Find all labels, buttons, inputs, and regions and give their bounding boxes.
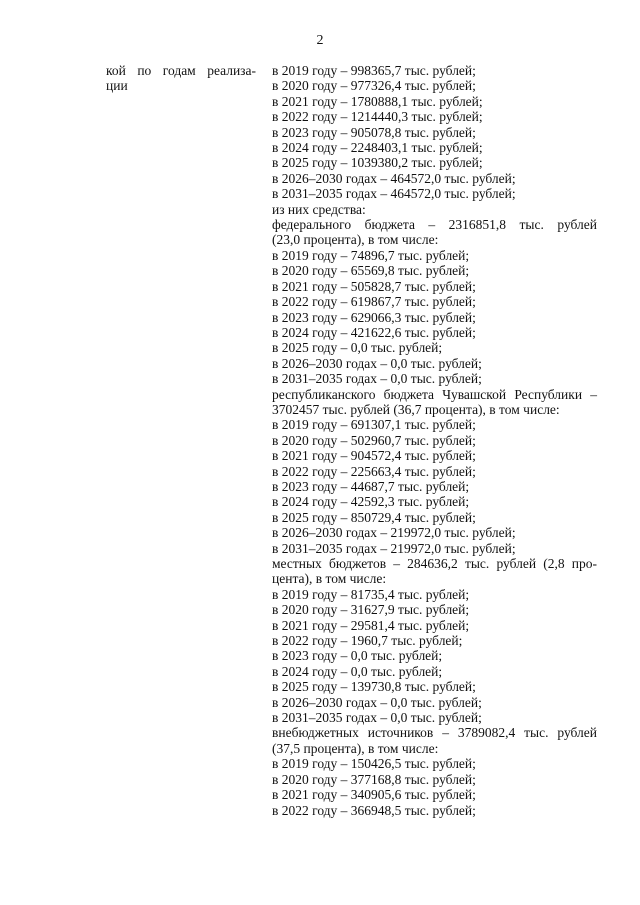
funding-line: в 2025 году – 0,0 тыс. рублей;: [272, 340, 443, 356]
funding-line: в 2025 году – 139730,8 тыс. рублей;: [272, 679, 476, 695]
funding-line: в 2031–2035 годах – 464572,0 тыс. рублей;: [272, 186, 516, 202]
funding-line: республиканского бюджета Чувашской Республики –: [272, 386, 597, 402]
funding-line: из них средства:: [272, 201, 366, 217]
funding-line: в 2021 году – 1780888,1 тыс. рублей;: [272, 93, 483, 109]
funding-line: в 2031–2035 годах – 0,0 тыс. рублей;: [272, 371, 482, 387]
funding-line: в 2023 году – 905078,8 тыс. рублей;: [272, 124, 476, 140]
row-label-line-1: кой по годам реализа-: [106, 63, 256, 78]
funding-line: в 2021 году – 340905,6 тыс. рублей;: [272, 787, 476, 803]
funding-line: в 2024 году – 42592,3 тыс. рублей;: [272, 494, 470, 510]
funding-line: в 2022 году – 1214440,3 тыс. рублей;: [272, 109, 483, 125]
funding-line: в 2026–2030 годах – 0,0 тыс. рублей;: [272, 694, 482, 710]
funding-line: в 2019 году – 74896,7 тыс. рублей;: [272, 247, 470, 263]
funding-line: в 2025 году – 850729,4 тыс. рублей;: [272, 509, 476, 525]
funding-line: в 2021 году – 904572,4 тыс. рублей;: [272, 448, 476, 464]
funding-line: в 2019 году – 691307,1 тыс. рублей;: [272, 417, 476, 433]
funding-line: в 2026–2030 годах – 464572,0 тыс. рублей;: [272, 170, 516, 186]
funding-line: в 2031–2035 годах – 219972,0 тыс. рублей;: [272, 540, 516, 556]
funding-line: 3702457 тыс. рублей (36,7 процента), в том числе:: [272, 401, 560, 417]
row-label-column: [106, 63, 256, 94]
funding-line: в 2025 году – 1039380,2 тыс. рублей;: [272, 155, 483, 171]
funding-line: в 2023 году – 629066,3 тыс. рублей;: [272, 309, 476, 325]
funding-line: в 2026–2030 годах – 219972,0 тыс. рублей;: [272, 525, 516, 541]
funding-line: в 2024 году – 421622,6 тыс. рублей;: [272, 324, 476, 340]
funding-line: в 2022 году – 366948,5 тыс. рублей;: [272, 802, 476, 818]
page-number: 2: [316, 33, 324, 48]
funding-line: в 2019 году – 81735,4 тыс. рублей;: [272, 586, 470, 602]
funding-line: федерального бюджета – 2316851,8 тыс. рублей: [272, 217, 597, 233]
funding-line: в 2022 году – 619867,7 тыс. рублей;: [272, 294, 476, 310]
funding-line: в 2024 году – 2248403,1 тыс. рублей;: [272, 140, 483, 156]
funding-line: в 2020 году – 377168,8 тыс. рублей;: [272, 771, 476, 787]
funding-line: в 2019 году – 998365,7 тыс. рублей;: [272, 63, 476, 78]
funding-line: (23,0 процента), в том числе:: [272, 232, 439, 248]
funding-line: в 2023 году – 0,0 тыс. рублей;: [272, 648, 443, 664]
funding-line: в 2024 году – 0,0 тыс. рублей;: [272, 663, 443, 679]
funding-line: в 2021 году – 29581,4 тыс. рублей;: [272, 617, 470, 633]
funding-line: в 2023 году – 44687,7 тыс. рублей;: [272, 478, 470, 494]
row-label-line-2: ции: [106, 78, 128, 94]
funding-line: в 2020 году – 977326,4 тыс. рублей;: [272, 78, 476, 94]
funding-line: в 2022 году – 225663,4 тыс. рублей;: [272, 463, 476, 479]
funding-line: в 2020 году – 65569,8 тыс. рублей;: [272, 263, 470, 279]
funding-line: в 2020 году – 502960,7 тыс. рублей;: [272, 432, 476, 448]
funding-line: местных бюджетов – 284636,2 тыс. рублей (2,8 про-: [272, 556, 597, 571]
funding-line: (37,5 процента), в том числе:: [272, 740, 439, 756]
funding-details-column: [272, 63, 597, 818]
funding-line: в 2019 году – 150426,5 тыс. рублей;: [272, 756, 476, 772]
funding-line: в 2020 году – 31627,9 тыс. рублей;: [272, 602, 470, 618]
funding-line: внебюджетных источников – 3789082,4 тыс. рублей: [272, 725, 597, 741]
funding-line: в 2031–2035 годах – 0,0 тыс. рублей;: [272, 710, 482, 726]
funding-line: цента), в том числе:: [272, 571, 387, 587]
funding-line: в 2021 году – 505828,7 тыс. рублей;: [272, 278, 476, 294]
funding-line: в 2026–2030 годах – 0,0 тыс. рублей;: [272, 355, 482, 371]
funding-line: в 2022 году – 1960,7 тыс. рублей;: [272, 633, 463, 649]
